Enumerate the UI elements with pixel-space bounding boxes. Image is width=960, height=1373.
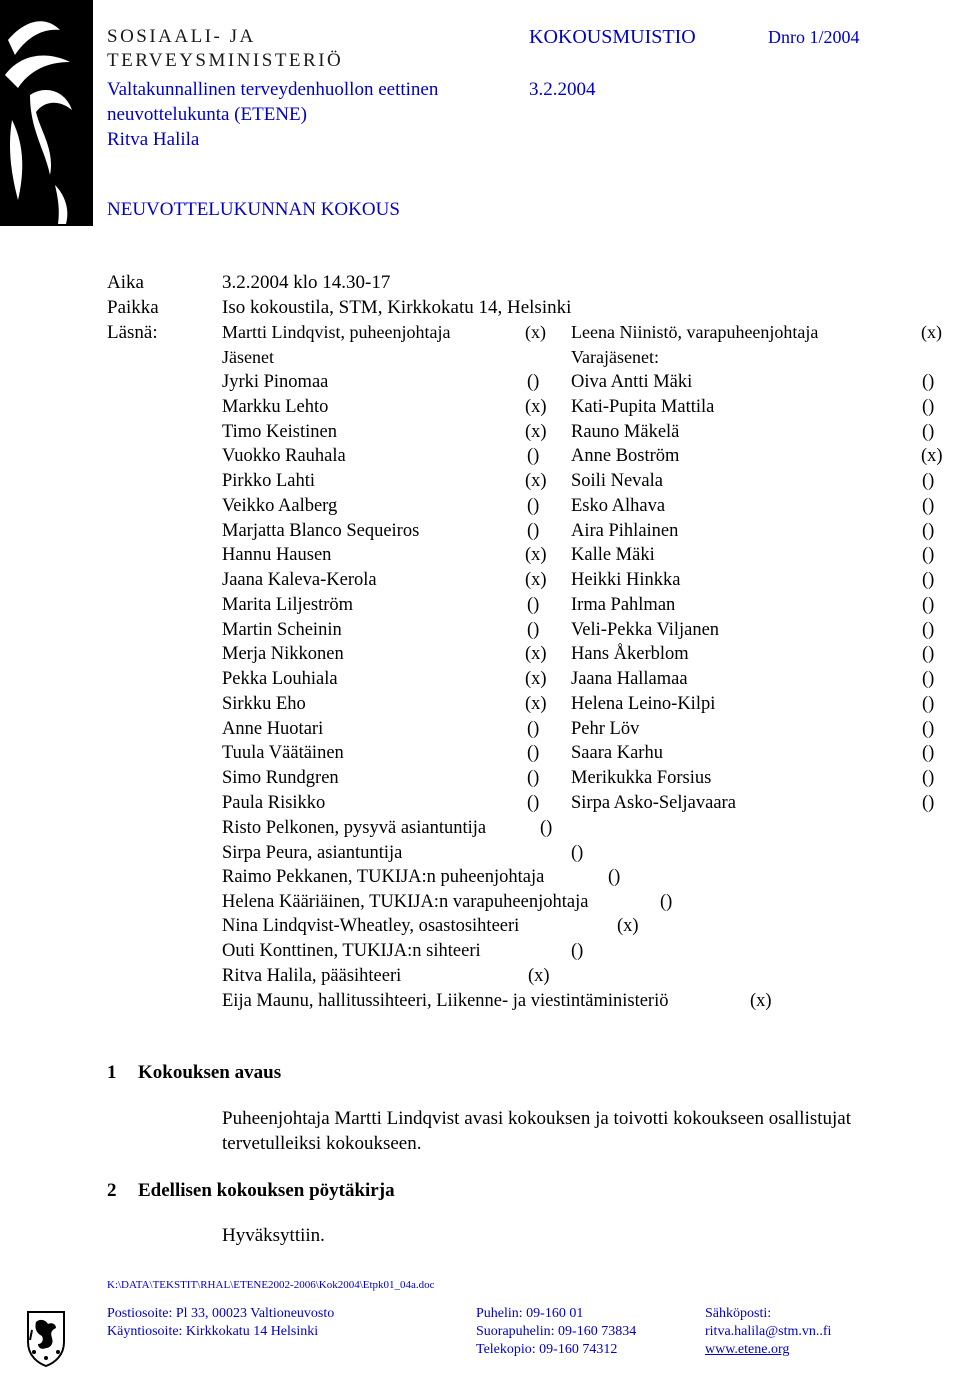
deputy-name: Irma Pahlman (571, 594, 676, 615)
other-attendee-name: Eija Maunu, hallitussihteeri, Liikenne- ja viestintäministeriö (222, 991, 669, 1011)
ministry-logo (0, 0, 93, 226)
member-name: Anne Huotari (222, 718, 324, 739)
attendance-row (0, 694, 960, 718)
attendance-row (0, 545, 960, 569)
member-attendance-mark: (x) (525, 669, 547, 689)
footer-phone: Puhelin: 09-160 01 (476, 1306, 584, 1321)
deputy-attendance-mark: () (922, 545, 935, 566)
author-name: Ritva Halila (107, 129, 200, 150)
member-name: Marjatta Blanco Sequeiros (222, 520, 420, 541)
deputy-attendance-mark: () (922, 644, 935, 665)
deputy-attendance-mark: () (922, 768, 935, 788)
deputy-attendance-mark: () (922, 520, 935, 541)
section-1-text-line2: tervetulleiksi kokoukseen. (222, 1133, 422, 1154)
vice-chair-name: Leena Niinistö, varapuheenjohtaja (571, 322, 819, 342)
member-name: Jyrki Pinomaa (222, 372, 329, 392)
footer-file-path: K:\DATA\TEKSTIT\RHAL\ETENE2002-2006\Kok2004\Etpk01_04a.doc (107, 1279, 435, 1291)
attendance-row (0, 471, 960, 495)
board-name-line1: Valtakunnallinen terveydenhuollon eettinen (107, 79, 439, 100)
chair-mark: (x) (525, 322, 546, 342)
member-attendance-mark: () (527, 495, 540, 516)
member-attendance-mark: () (527, 520, 540, 541)
attendance-row (0, 595, 960, 619)
member-attendance-mark: () (527, 372, 540, 392)
meeting-title: NEUVOTTELUKUNNAN KOKOUS (107, 199, 400, 220)
member-name: Pekka Louhiala (222, 669, 338, 689)
deputy-attendance-mark: () (922, 792, 935, 813)
footer-website-link[interactable]: www.etene.org (705, 1342, 790, 1357)
member-name: Merja Nikkonen (222, 644, 344, 665)
corner-square (64, 6, 76, 18)
deputy-attendance-mark: () (922, 594, 935, 615)
section-1-number: 1 (107, 1062, 117, 1083)
member-attendance-mark: (x) (525, 421, 547, 442)
other-attendee-mark: () (608, 867, 621, 887)
other-attendee-mark: (x) (617, 916, 639, 936)
member-name: Pirkko Lahti (222, 471, 316, 491)
deputy-name: Hans Åkerblom (571, 644, 689, 665)
deputy-name: Helena Leino-Kilpi (571, 693, 716, 714)
deputy-name: Kati-Pupita Mattila (571, 396, 715, 417)
coat-of-arms-icon (24, 1308, 68, 1368)
deputy-name: Soili Nevala (571, 471, 663, 491)
member-name: Jaana Kaleva-Kerola (222, 570, 377, 590)
ministry-logo-mark (0, 0, 93, 226)
member-attendance-mark: () (527, 619, 540, 640)
member-attendance-mark: (x) (525, 693, 547, 714)
member-attendance-mark: (x) (525, 396, 547, 417)
deputy-name: Heikki Hinkka (571, 570, 681, 590)
place-value: Iso kokoustila, STM, Kirkkokatu 14, Helsinki (222, 297, 572, 318)
member-name: Timo Keistinen (222, 421, 337, 442)
other-attendee-name: Helena Kääriäinen, TUKIJA:n varapuheenjohtaja (222, 892, 589, 912)
other-attendee-mark: () (540, 818, 553, 838)
chair-name: Martti Lindqvist, puheenjohtaja (222, 322, 451, 342)
other-attendee-mark: () (571, 941, 584, 961)
member-name: Hannu Hausen (222, 545, 332, 566)
attendance-row (0, 719, 960, 743)
member-attendance-mark: () (527, 743, 540, 764)
other-attendee-mark: (x) (750, 991, 772, 1011)
deputy-attendance-mark: () (922, 396, 935, 417)
deputy-name: Saara Karhu (571, 743, 663, 764)
other-attendee-name: Raimo Pekkanen, TUKIJA:n puheenjohtaja (222, 867, 545, 887)
attendance-row (0, 422, 960, 446)
ministry-name-line2: TERVEYSMINISTERIÖ (107, 50, 344, 71)
deputy-name: Jaana Hallamaa (571, 669, 688, 689)
attendance-row (0, 521, 960, 545)
other-attendee-name: Risto Pelkonen, pysyvä asiantuntija (222, 818, 487, 838)
deputy-name: Rauno Mäkelä (571, 421, 680, 442)
document-type: KOKOUSMUISTIO (529, 26, 696, 48)
document-date: 3.2.2004 (529, 79, 596, 100)
other-attendee-name: Ritva Halila, pääsihteeri (222, 966, 402, 986)
deputy-attendance-mark: () (922, 669, 935, 689)
member-attendance-mark: (x) (525, 471, 547, 491)
member-name: Tuula Väätäinen (222, 743, 344, 764)
footer-postal-address: Postiosoite: Pl 33, 00023 Valtioneuvosto (107, 1306, 335, 1321)
member-attendance-mark: () (527, 594, 540, 615)
other-attendee-mark: () (660, 892, 673, 912)
deputy-attendance-mark: () (922, 743, 935, 764)
deputy-attendance-mark: () (922, 570, 935, 590)
deputy-name: Sirpa Asko-Seljavaara (571, 792, 736, 813)
member-name: Paula Risikko (222, 792, 326, 813)
section-2-number: 2 (107, 1180, 117, 1201)
member-attendance-mark: (x) (525, 570, 547, 590)
attendance-row (0, 620, 960, 644)
attendance-row (0, 793, 960, 817)
board-name-line2: neuvottelukunta (ETENE) (107, 104, 307, 125)
deputy-name: Esko Alhava (571, 495, 666, 516)
member-name: Sirkku Eho (222, 693, 306, 714)
deputy-attendance-mark: () (922, 718, 935, 739)
deputy-attendance-mark: () (922, 471, 935, 491)
present-label: Läsnä: (107, 322, 158, 343)
section-1-text-line1: Puheenjohtaja Martti Lindqvist avasi kokouksen ja toivotti kokoukseen osallistujat (222, 1108, 852, 1129)
footer-direct-phone: Suorapuhelin: 09-160 73834 (476, 1324, 637, 1339)
attendance-row (0, 743, 960, 767)
deputy-attendance-mark: (x) (921, 446, 943, 467)
footer-fax: Telekopio: 09-160 74312 (476, 1342, 618, 1357)
time-label: Aika (107, 272, 144, 293)
other-attendee-name: Nina Lindqvist-Wheatley, osastosihteeri (222, 916, 520, 936)
attendance-row (0, 397, 960, 421)
member-attendance-mark: () (527, 792, 540, 813)
vice-chair-mark: (x) (921, 322, 942, 342)
member-attendance-mark: () (527, 446, 540, 467)
section-1-title: Kokouksen avaus (138, 1062, 282, 1083)
member-name: Marita Liljeström (222, 594, 354, 615)
attendance-row (0, 644, 960, 668)
deputy-attendance-mark: () (922, 693, 935, 714)
attendance-row (0, 768, 960, 792)
attendance-row (0, 446, 960, 470)
footer-visit-address: Käyntiosoite: Kirkkokatu 14 Helsinki (107, 1324, 319, 1339)
ministry-name-line1: SOSIAALI- JA (107, 26, 256, 47)
deputy-attendance-mark: () (922, 619, 935, 640)
other-attendee-name: Outi Konttinen, TUKIJA:n sihteeri (222, 941, 481, 961)
member-name: Veikko Aalberg (222, 495, 338, 516)
member-attendance-mark: (x) (525, 644, 547, 665)
deputies-heading: Varajäsenet: (571, 347, 659, 367)
member-attendance-mark: () (527, 768, 540, 788)
deputy-name: Merikukka Forsius (571, 768, 712, 788)
deputy-name: Kalle Mäki (571, 545, 655, 566)
other-attendee-mark: () (571, 843, 584, 863)
document-number: Dnro 1/2004 (768, 27, 860, 47)
other-attendee-name: Sirpa Peura, asiantuntija (222, 843, 403, 863)
section-2-text: Hyväksyttiin. (222, 1225, 325, 1246)
attendance-row (0, 570, 960, 594)
members-heading: Jäsenet (222, 347, 274, 367)
attendance-row (0, 669, 960, 693)
member-attendance-mark: (x) (525, 545, 547, 566)
footer-email[interactable]: ritva.halila@stm.vn..fi (705, 1324, 832, 1339)
deputy-name: Anne Boström (571, 446, 680, 467)
deputy-attendance-mark: () (922, 421, 935, 442)
deputy-name: Pehr Löv (571, 718, 640, 739)
deputy-name: Veli-Pekka Viljanen (571, 619, 720, 640)
member-name: Simo Rundgren (222, 768, 339, 788)
section-2-title: Edellisen kokouksen pöytäkirja (138, 1180, 395, 1201)
deputy-attendance-mark: () (922, 495, 935, 516)
member-attendance-mark: () (527, 718, 540, 739)
deputy-name: Aira Pihlainen (571, 520, 679, 541)
member-name: Martin Scheinin (222, 619, 342, 640)
deputy-name: Oiva Antti Mäki (571, 372, 693, 392)
footer-email-label: Sähköposti: (705, 1306, 772, 1321)
time-value: 3.2.2004 klo 14.30-17 (222, 272, 391, 293)
deputy-attendance-mark: () (922, 372, 935, 392)
attendance-row (0, 496, 960, 520)
member-name: Vuokko Rauhala (222, 446, 346, 467)
attendance-row (0, 372, 960, 396)
other-attendee-mark: (x) (528, 966, 550, 986)
place-label: Paikka (107, 297, 159, 318)
member-name: Markku Lehto (222, 396, 329, 417)
